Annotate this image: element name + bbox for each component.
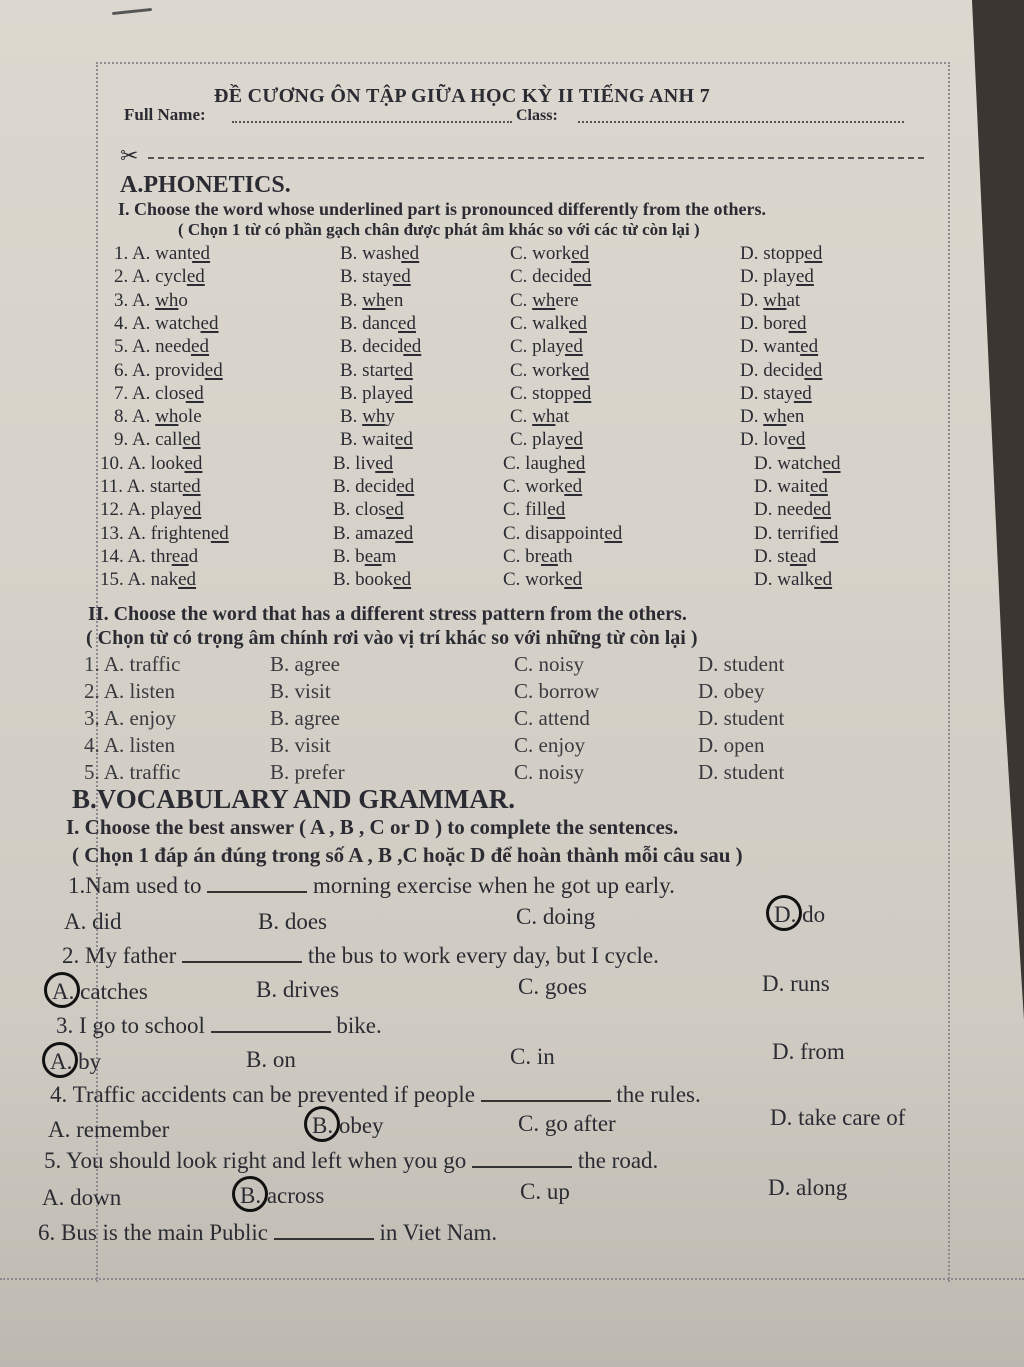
phonetics-option: B. washed <box>340 243 420 264</box>
phonetics-option: B. why <box>340 406 395 428</box>
phonetics-option: B. stayed <box>340 266 411 288</box>
underlined-part: ed <box>394 359 413 381</box>
underlined-part: ea <box>789 545 807 567</box>
phonetics-option: D. terrified <box>754 522 839 544</box>
stress-option: B. visit <box>270 679 331 703</box>
stress-option: C. enjoy <box>514 733 586 757</box>
answer-circle-mark <box>304 1106 340 1142</box>
phonetics-option: C. walked <box>510 312 588 334</box>
phonetics-option: D. stopped <box>740 243 823 264</box>
underlined-part: ed <box>396 476 415 497</box>
underlined-part: ed <box>820 522 839 544</box>
underlined-part: ed <box>375 452 394 474</box>
underlined-part: ed <box>191 336 209 358</box>
full-name-field[interactable] <box>232 121 512 123</box>
phonetics-option: D. what <box>740 289 801 311</box>
underlined-part: ed <box>564 429 583 451</box>
class-label: Class: <box>516 107 558 124</box>
vocab-instruction: I. Choose the best answer ( A , B , C or D ) to complete the sentences. <box>66 815 679 839</box>
stress-option: C. noisy <box>514 760 585 784</box>
underlined-part: ed <box>392 266 411 288</box>
phonetics-option: 10. A. looked <box>100 452 203 474</box>
underlined-part: wh <box>155 289 179 311</box>
worksheet-title: ĐỀ CƯƠNG ÔN TẬP GIỮA HỌC KỲ II TIẾNG ANH 7 <box>214 85 710 107</box>
answer-option[interactable]: D. along <box>768 1175 848 1200</box>
answer-circle-mark <box>44 972 80 1008</box>
underlined-part: ed <box>793 382 812 404</box>
underlined-part: ed <box>204 359 223 381</box>
stress-option: B. prefer <box>270 760 345 784</box>
stress-option: D. obey <box>698 679 765 703</box>
answer-option[interactable]: D. from <box>772 1039 845 1064</box>
underlined-part: ed <box>573 266 592 288</box>
phonetics-option: D. when <box>740 406 805 428</box>
stress-option: C. noisy <box>514 652 585 676</box>
answer-option[interactable]: C. up <box>520 1179 570 1204</box>
answer-blank[interactable] <box>472 1148 572 1168</box>
underlined-part: ed <box>564 569 583 591</box>
stress-option: 4. A. listen <box>84 733 176 757</box>
underlined-part: ed <box>787 429 806 451</box>
answer-option[interactable]: C. in <box>510 1044 555 1069</box>
answer-option[interactable]: A. remember <box>48 1117 170 1142</box>
bottom-border <box>0 1278 1024 1280</box>
stress-option: 1. A. traffic <box>84 652 181 676</box>
phonetics-option: 7. A. closed <box>114 382 204 404</box>
underlined-part: wh <box>532 406 556 428</box>
phonetics-option: D. decided <box>740 359 823 381</box>
underlined-part: ed <box>788 312 807 334</box>
answer-blank[interactable] <box>182 943 302 963</box>
phonetics-part2-instruction-vi: ( Chọn từ có trọng âm chính rơi vào vị trí khác so với những từ còn lại ) <box>86 627 698 649</box>
answer-option[interactable]: C. doing <box>516 904 596 929</box>
phonetics-option: B. amazed <box>333 522 414 544</box>
phonetics-option: D. loved <box>740 429 806 451</box>
underlined-part: ed <box>394 382 413 404</box>
scissors-icon: ✂ <box>120 143 139 168</box>
answer-option[interactable]: B. does <box>258 909 327 934</box>
underlined-part: ed <box>385 499 404 521</box>
underlined-part: wh <box>763 289 787 311</box>
vocab-instruction-vi: ( Chọn 1 đáp án đúng trong số A , B ,C hoặc D để hoàn thành mỗi câu sau ) <box>72 843 743 867</box>
phonetics-option: 12. A. played <box>100 499 202 521</box>
phonetics-option: 8. A. whole <box>114 406 202 428</box>
underlined-part: wh <box>362 406 386 428</box>
phonetics-option: C. where <box>510 289 579 311</box>
phonetics-option: 6. A. provided <box>114 359 223 381</box>
answer-blank[interactable] <box>211 1013 331 1033</box>
answer-option[interactable]: C. go after <box>518 1111 616 1136</box>
stress-option: B. agree <box>270 652 340 676</box>
phonetics-option: B. when <box>340 289 404 311</box>
phonetics-option: B. danced <box>340 312 416 334</box>
underlined-part: ed <box>184 452 203 474</box>
underlined-part: ea <box>364 545 382 567</box>
full-name-label: Full Name: <box>124 105 206 124</box>
phonetics-option: D. wanted <box>740 336 819 358</box>
answer-option[interactable]: A. by <box>50 1049 102 1074</box>
phonetics-part1-instruction: I. Choose the word whose underlined part is pronounced differently from the others. <box>118 199 767 219</box>
question-text: 3. I go to school bike. <box>56 1013 382 1038</box>
answer-blank[interactable] <box>481 1082 611 1102</box>
underlined-part: ed <box>401 243 420 264</box>
phonetics-option: 4. A. watched <box>114 312 219 334</box>
underlined-part: ed <box>403 336 422 358</box>
question-text: 5. You should look right and left when you go the road. <box>44 1148 659 1173</box>
phonetics-option: 15. A. naked <box>100 569 197 591</box>
answer-option[interactable]: B. on <box>246 1047 296 1072</box>
stress-option: 5. A. traffic <box>84 760 181 784</box>
stress-option: D. student <box>698 652 785 676</box>
stress-option: 2. A. listen <box>84 679 176 703</box>
underlined-part: ed <box>567 452 586 474</box>
phonetics-option: C. decided <box>510 266 592 288</box>
phonetics-option: D. watched <box>754 452 841 474</box>
answer-option[interactable]: D. take care of <box>770 1105 906 1130</box>
phonetics-option: C. breath <box>503 545 573 567</box>
phonetics-option: C. laughed <box>503 452 586 474</box>
underlined-part: ed <box>571 243 590 264</box>
answer-blank[interactable] <box>274 1220 374 1240</box>
phonetics-option: 5. A. needed <box>114 336 209 358</box>
phonetics-option: B. started <box>340 359 413 381</box>
phonetics-option: C. worked <box>510 359 590 381</box>
stress-option: D. open <box>698 733 765 757</box>
phonetics-option: B. waited <box>340 429 413 451</box>
answer-blank[interactable] <box>207 873 307 893</box>
underlined-part: ed <box>200 312 219 334</box>
underlined-part: ed <box>571 359 590 381</box>
phonetics-option: 13. A. frightened <box>100 522 229 544</box>
answer-option[interactable]: A. down <box>42 1185 122 1210</box>
phonetics-option: 2. A. cycled <box>114 266 205 288</box>
underlined-part: ed <box>182 429 201 451</box>
underlined-part: ea <box>541 545 558 567</box>
stress-option: D. student <box>698 706 785 730</box>
question-text: 1.Nam used to morning exercise when he got up early. <box>68 873 675 898</box>
phonetics-option: B. played <box>340 382 413 404</box>
phonetics-option: 11. A. started <box>100 476 201 497</box>
phonetics-option: D. stead <box>754 545 817 567</box>
underlined-part: ed <box>394 429 413 451</box>
underlined-part: ed <box>182 476 201 497</box>
underlined-part: ed <box>393 569 412 591</box>
stress-option: B. visit <box>270 733 331 757</box>
underlined-part: ed <box>804 243 823 264</box>
underlined-part: ed <box>210 522 229 544</box>
stress-option: 3. A. enjoy <box>84 706 177 730</box>
vocab-heading: B.VOCABULARY AND GRAMMAR. <box>72 784 515 814</box>
stress-option: D. student <box>698 760 785 784</box>
underlined-part: ed <box>813 499 832 521</box>
phonetics-option: 14. A. thread <box>100 545 199 567</box>
phonetics-option: C. played <box>510 336 583 358</box>
underlined-part: ed <box>398 312 416 334</box>
stress-option: C. attend <box>514 706 590 730</box>
phonetics-option: D. walked <box>754 569 833 591</box>
underlined-part: ed <box>564 336 583 358</box>
stress-option: C. borrow <box>514 679 600 703</box>
question-text: 6. Bus is the main Public in Viet Nam. <box>38 1220 498 1245</box>
answer-circle-mark <box>42 1042 78 1078</box>
answer-circle-mark <box>232 1176 268 1212</box>
underlined-part: ed <box>185 382 204 404</box>
phonetics-option: D. stayed <box>740 382 812 404</box>
underlined-part: ed <box>822 452 841 474</box>
phonetics-option: B. closed <box>333 499 404 521</box>
underlined-part: ed <box>547 499 566 521</box>
phonetics-option: C. filled <box>503 499 566 521</box>
underlined-part: ed <box>564 476 583 497</box>
question-text: 2. My father the bus to work every day, but I cycle. <box>62 943 659 968</box>
phonetics-heading: A.PHONETICS. <box>120 172 291 198</box>
phonetics-option: B. beam <box>333 545 397 567</box>
answer-option[interactable]: A. catches <box>52 979 148 1004</box>
class-field[interactable] <box>578 121 904 123</box>
answer-option[interactable]: D. runs <box>762 971 830 996</box>
phonetics-option: C. stopped <box>510 382 592 404</box>
phonetics-part1-instruction-vi: ( Chọn 1 từ có phần gạch chân được phát âm khác so với các từ còn lại ) <box>178 220 700 239</box>
underlined-part: wh <box>155 406 179 428</box>
underlined-part: ed <box>804 359 823 381</box>
answer-circle-mark <box>766 895 802 931</box>
underlined-part: ed <box>569 312 588 334</box>
phonetics-option: 3. A. who <box>114 289 188 311</box>
underlined-part: ed <box>809 476 828 497</box>
underlined-part: ed <box>573 382 592 404</box>
phonetics-option: D. played <box>740 266 814 288</box>
answer-option[interactable]: B. drives <box>256 977 340 1002</box>
underlined-part: ed <box>178 569 197 591</box>
phonetics-option: B. lived <box>333 452 394 474</box>
answer-option[interactable]: A. did <box>64 909 122 934</box>
phonetics-option: B. booked <box>333 569 412 591</box>
underlined-part: ea <box>171 545 189 567</box>
phonetics-part2-instruction: II. Choose the word that has a different stress pattern from the others. <box>88 603 687 625</box>
cut-line <box>148 157 924 159</box>
underlined-part: ed <box>800 336 819 358</box>
phonetics-option: C. what <box>510 406 570 428</box>
underlined-part: ed <box>183 499 202 521</box>
underlined-part: ed <box>186 266 205 288</box>
underlined-part: ed <box>604 522 623 544</box>
phonetics-option: C. disappointed <box>503 522 623 544</box>
phonetics-option: 1. A. wanted <box>114 243 211 264</box>
phonetics-option: 9. A. called <box>114 429 201 451</box>
phonetics-option: D. bored <box>740 312 807 334</box>
phonetics-option: C. worked <box>503 569 583 591</box>
underlined-part: ed <box>192 243 211 264</box>
underlined-part: ed <box>814 569 833 591</box>
answer-option[interactable]: B. obey <box>312 1113 384 1138</box>
phonetics-option: D. needed <box>754 499 832 521</box>
answer-option[interactable]: C. goes <box>518 974 587 999</box>
underlined-part: ed <box>795 266 814 288</box>
phonetics-option: C. worked <box>503 476 583 497</box>
underlined-part: wh <box>532 289 556 311</box>
phonetics-option: D. waited <box>754 476 828 497</box>
stress-option: B. agree <box>270 706 340 730</box>
underlined-part: wh <box>763 406 787 428</box>
phonetics-option: C. played <box>510 429 583 451</box>
answer-option[interactable]: B. across <box>240 1183 325 1208</box>
phonetics-option: C. worked <box>510 243 590 264</box>
underlined-part: wh <box>362 289 386 311</box>
answer-option[interactable]: D. do <box>774 902 826 927</box>
underlined-part: ed <box>395 522 414 544</box>
phonetics-option: B. decided <box>340 336 422 358</box>
question-text: 4. Traffic accidents can be prevented if people the rules. <box>50 1082 701 1107</box>
phonetics-option: B. decided <box>333 476 415 497</box>
